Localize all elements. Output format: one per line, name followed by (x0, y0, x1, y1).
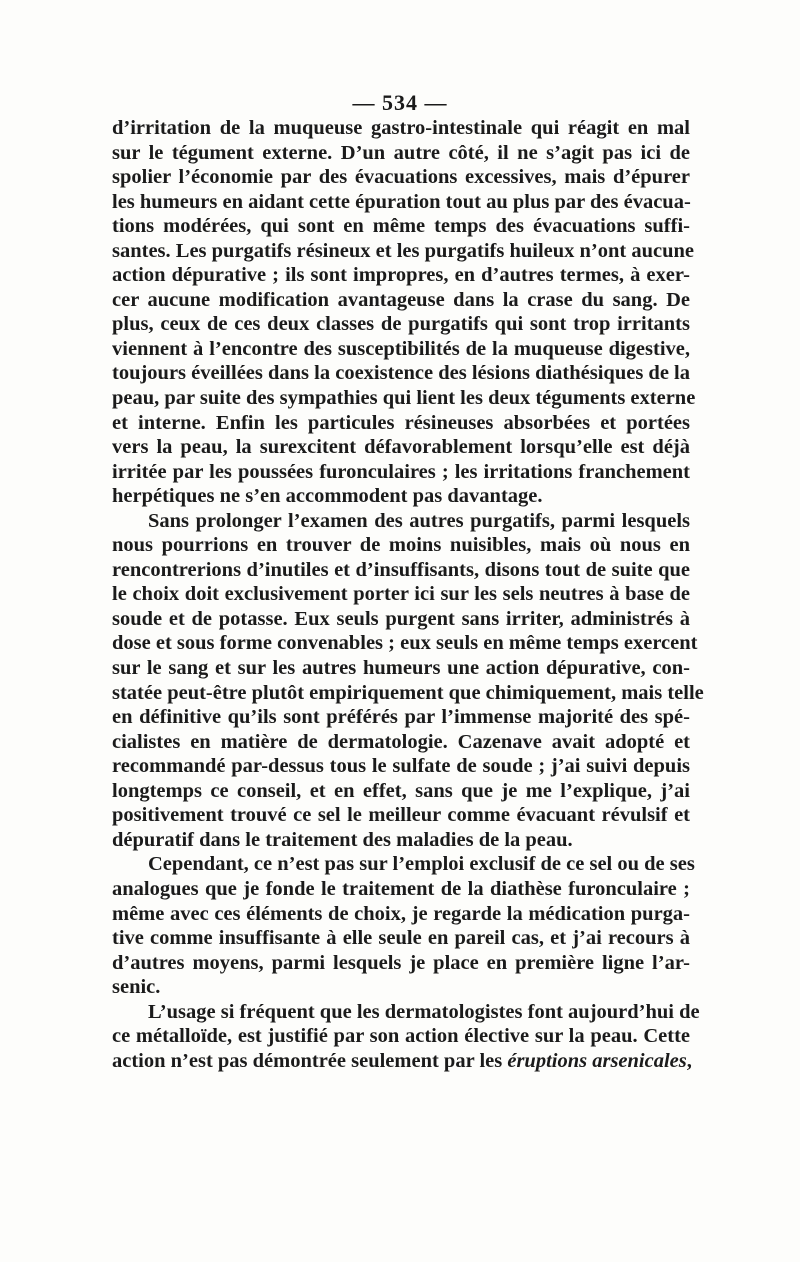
text-line: d’autres moyens, parmi lesquels je place en première ligne l’ar- (112, 951, 690, 974)
text-line: le choix doit exclusivement porter ici sur les sels neutres à base de (112, 583, 690, 606)
text-line: même avec ces éléments de choix, je regarde la médication purga- (112, 902, 690, 925)
text-line: L’usage si fréquent que les dermatologistes font aujourd’hui de (148, 1000, 700, 1023)
text-line: soude et de potasse. Eux seuls purgent sans irriter, administrés à (112, 607, 690, 630)
text-line: cialistes en matière de dermatologie. Cazenave avait adopté et (112, 730, 690, 753)
text-line: sur le tégument externe. D’un autre côté, il ne s’agit pas ici de (112, 141, 690, 164)
text-line: senic. (112, 976, 161, 999)
body-text (112, 116, 704, 1073)
text-line: spolier l’économie par des évacuations excessives, mais d’épurer (112, 166, 690, 189)
text-line: positivement trouvé ce sel le meilleur comme évacuant révulsif et (112, 804, 690, 827)
text-line: Cependant, ce n’est pas sur l’emploi exclusif de ce sel ou de ses (148, 853, 695, 876)
text-line: dépuratif dans le traitement des maladies de la peau. (112, 828, 573, 851)
text-line: herpétiques ne s’en accommodent pas davantage. (112, 485, 543, 508)
italic-term: éruptions arsenicales (507, 1049, 687, 1072)
text-line: d’irritation de la muqueuse gastro-intestinale qui réagit en mal (112, 117, 690, 139)
text-line: vers la peau, la surexcitent défavorablement lorsqu’elle est déjà (112, 436, 690, 459)
text-line: les humeurs en aidant cette épuration tout au plus par des évacua- (112, 190, 691, 213)
paragraph-4 (112, 1000, 700, 1074)
text-line: et interne. Enfin les particules résineuses absorbées et portées (112, 411, 690, 434)
text-line: statée peut-être plutôt empiriquement que chimiquement, mais telle (112, 681, 704, 704)
paragraph-1 (112, 116, 696, 509)
paragraph-2 (112, 509, 704, 853)
text-line: ce métalloïde, est justifié par son action élective sur la peau. Cette (112, 1025, 690, 1048)
text-line: tive comme insuffisante à elle seule en pareil cas, et j’ai recours à (112, 927, 690, 950)
text-line: dose et sous forme convenables ; eux seuls en même temps exercent (112, 632, 698, 655)
text-line: irritée par les poussées furonculaires ; les irritations franchement (112, 460, 690, 483)
text-line: toujours éveillées dans la coexistence des lésions diathésiques de la (112, 362, 690, 385)
paragraph-3 (112, 852, 695, 999)
text-line: santes. Les purgatifs résineux et les purgatifs huileux n’ont aucune (112, 239, 695, 262)
text-line: viennent à l’encontre des susceptibilités de la muqueuse digestive, (112, 337, 690, 360)
text-line: sur le sang et sur les autres humeurs une action dépurative, con- (112, 657, 690, 680)
text-segment: action n’est pas démontrée seulement par les (112, 1049, 508, 1072)
text-line: longtemps ce conseil, et en effet, sans que je me l’explique, j’ai (112, 779, 690, 802)
text-line: nous pourrions en trouver de moins nuisibles, mais où nous en (112, 534, 690, 557)
text-line-mixed (112, 1049, 690, 1074)
text-line: rencontrerions d’inutiles et d’insuffisants, disons tout de suite que (112, 558, 690, 581)
page-number: — 534 — (352, 90, 448, 115)
text-line: plus, ceux de ces deux classes de purgatifs qui sont trop irritants (112, 313, 690, 336)
text-line: cer aucune modification avantageuse dans la crase du sang. De (112, 288, 690, 311)
text-segment: , (686, 1049, 692, 1072)
text-line: tions modérées, qui sont en même temps des évacuations suffi- (112, 215, 690, 238)
text-line: analogues que je fonde le traitement de la diathèse furonculaire ; (112, 877, 690, 900)
text-line: recommandé par-dessus tous le sulfate de soude ; j’ai suivi depuis (112, 755, 690, 778)
text-line: en définitive qu’ils sont préférés par l’immense majorité des spé- (112, 706, 690, 729)
text-line: peau, par suite des sympathies qui lient les deux téguments externe (112, 387, 696, 410)
text-line: Sans prolonger l’examen des autres purgatifs, parmi lesquels (148, 509, 690, 532)
text-line: action dépurative ; ils sont impropres, en d’autres termes, à exer- (112, 264, 690, 287)
